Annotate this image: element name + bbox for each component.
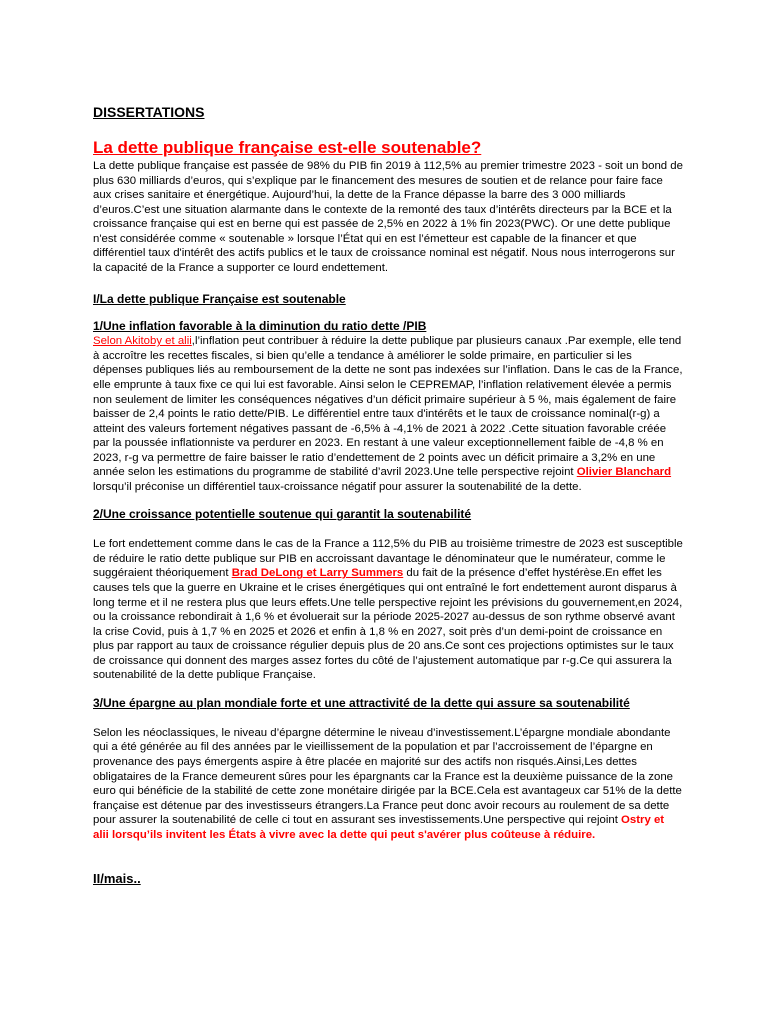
section1-text-b: lorsqu’il préconise un différentiel taux-croissance négatif pour assurer la soutenabilité de la dette.	[93, 480, 582, 493]
section2-heading: 2/Une croissance potentielle soutenue qui garantit la soutenabilité	[93, 507, 472, 522]
doc-title: La dette publique française est-elle soutenable?	[93, 138, 482, 157]
section2-text-b: du fait de la présence d’effet hystérèse.En effet les causes tels que la guerre en Ukraine et le crises énergétiques qui ont entraîné le fort endettement auront disparus à long terme et il ne restera plus que leurs effets.Une telle perspective rejoint les prévisions du gouvernement,en 2024, ou la croissance rebondirait à 1,6 % et évoluerait sur la période 2025-2027 au-dessus de son rythme observé avant la crise Covid, puis à 1,7 % en 2025 et 2026 et enfin à 1,8 % en 2027, soit près d’un demi-point de croissance en plus par rapport au taux de croissance régulier depuis plus de 20 ans.Ce sont ces projections optimistes sur le taux de croissance qui donnent des marges assez fortes du côté de l’ajustement automatique par r-g.Ce qui assurera la soutenabilité de la dette publique Française.	[93, 567, 683, 682]
section3-paragraph	[93, 726, 683, 842]
part1-heading: I/La dette publique Française est soutenable	[93, 292, 346, 307]
doc-heading: DISSERTATIONS	[93, 104, 205, 120]
section1-paragraph	[93, 334, 683, 494]
akitoby-link[interactable]: Selon Akitoby et alii	[93, 335, 192, 348]
section2-paragraph	[93, 537, 683, 682]
section2-text-a: Le fort endettement comme dans le cas de la France a 112,5% du PIB au troisième trimestre de 2023 est susceptible de réduire le ratio dette publique sur PIB en accroissant davantage le dénominateur que le numérateur, comme le suggéraient théoriquement	[93, 538, 683, 580]
section1-text-a: ,l’inflation peut contribuer à réduire la dette publique par plusieurs canaux .Par exemple, elle tend à accroître les recettes fiscales, si bien qu’elle a tendance à améliorer le solde primaire, en particulier si les dépenses publiques liés au remboursement de la dette ne sont pas indexées sur l’inflation. Dans le cas de la France, elle emprunte à taux fixe ce qui lui est favorable. Ainsi selon le CEPREMAP, l’inflation relativement élevée a permis non seulement de limiter les conséquences négatives d’un déficit primaire supérieur à 5 %, mais également de faire baisser de 2,4 points le ratio dette/PIB. Le différentiel entre taux d'intérêts et le taux de croissance nominal(r-g) a atteint des valeurs fortement négatives passant de -6,5% à -4,1% de 2021 à 2022 .Cette situation favorable créée par la poussée inflationniste va perdurer en 2023. En restant à une valeur exceptionnellement faible de -4,8 % en 2023, r-g va permettre de faire baisser le ratio d’endettement de 2 points avec un déficit primaire a 3,2% en une année selon les estimations du programme de stabilité d’avril 2023.Une telle perspective rejoint	[93, 335, 683, 479]
ostry-quote: Ostry et alii lorsqu’ils invitent les États à vivre avec la dette qui peut s'avérer plus coûteuse à réduire.	[93, 814, 665, 841]
section1-heading: 1/Une inflation favorable à la diminution du ratio dette /PIB	[93, 319, 427, 334]
intro-paragraph: La dette publique française est passée de 98% du PIB fin 2019 à 112,5% au premier trimestre 2023 - soit un bond de plus 630 milliards d’euros, qui s’explique par le financement des mesures de soutien et de relance pour faire face aux crises sanitaire et énergétique. Aujourd’hui, la dette de la France dépasse la barre des 3 000 milliards d’euros.C’est une situation alarmante dans le contexte de la remonté des taux d’intérêts directeurs par la BCE et la croissance française qui est en berne qui est passée de 2,5% en 2022 à 1% fin 2023(PWC). Or une dette publique n'est considérée comme « soutenable » lorsque l’État qui en est l’émetteur est capable de la financer et que différentiel taux d'intérêt des actifs publics et le taux de croissance nominal est négatif. Nous nous interrogerons sur la capacité de la France a supporter ce lourd endettement.	[93, 160, 683, 274]
section3-heading: 3/Une épargne au plan mondiale forte et une attractivité de la dette qui assure sa soutenabilité	[93, 695, 630, 710]
part2-heading: II/mais..	[93, 871, 141, 887]
section3-text-a: Selon les néoclassiques, le niveau d’épargne détermine le niveau d’investissement.L’épargne mondiale abondante qui a été générée au fil des années par le vieillissement de la population et par l’accroissement de l’épargne en provenance des pays émergents aspire à être placée en majorité sur des actifs non risqués.Ainsi,Les dettes obligataires de la France demeurent sûres pour les épargnants car la France est la deuxième puissance de la zone euro qui bénéficie de la stabilité de cette zone monétaire dirigée par la BCE.Cela est avantageux car 51% de la dette française est détenue par des investisseurs étrangers.La France peut donc avoir recours au roulement de sa dette pour assurer la soutenabilité de celle ci tout en assurant ses investissements.Une perspective qui rejoint	[93, 726, 682, 827]
blanchard-reference: Olivier Blanchard	[576, 466, 672, 479]
delong-summers-reference: Brad DeLong et Larry Summers	[231, 567, 404, 580]
document-content	[93, 104, 683, 887]
